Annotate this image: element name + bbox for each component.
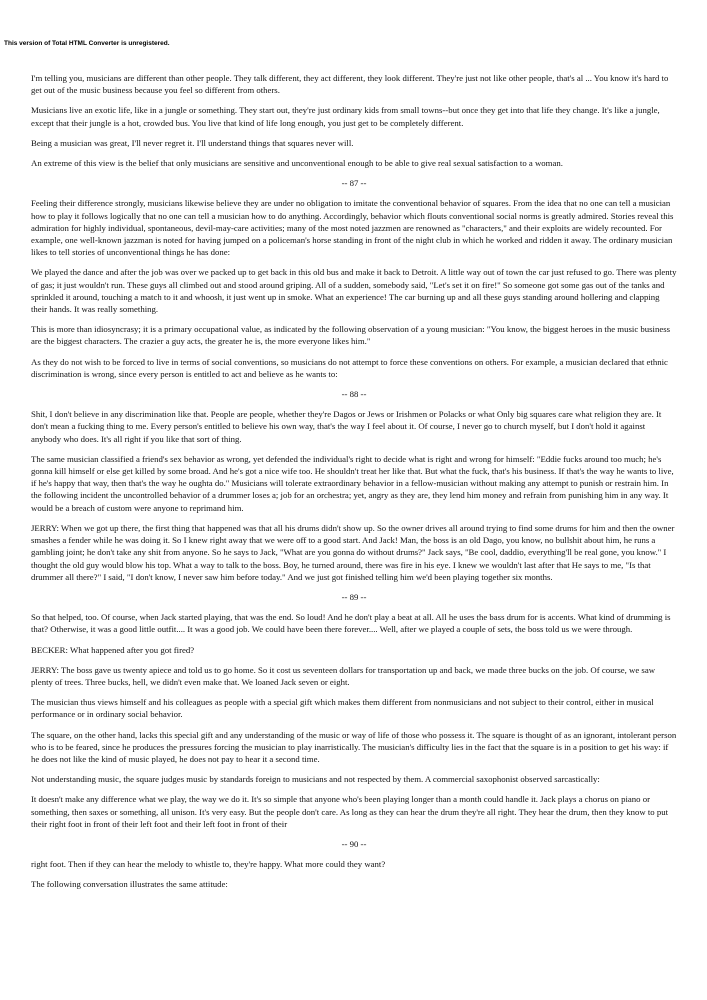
paragraph: Being a musician was great, I'll never regret it. I'll understand things that squares never will.	[31, 137, 354, 148]
paragraph: So that helped, too. Of course, when Jack started playing, that was the end. So loud! And he don't play a beat at all. All he uses the bass drum for is accents. What kind of drumming is that? Otherwise, it was a good little outfit.... It was a good job. We could have been there forever.... Well, after we played a couple of sets, the boss told us we were through.	[31, 612, 671, 635]
paragraph: JERRY: The boss gave us twenty apiece and told us to go home. So it cost us seventeen dollars for transportation up and back, we made three bucks on the job. Of course, we saw plenty of trees. Three bucks, hell, we didn't even make that. We loaned Jack seven or eight.	[31, 664, 656, 687]
paragraph: It doesn't make any difference what we play, the way we do it. It's so simple that anyone who's been playing longer than a month could handle it. Jack plays a chorus on piano or something, then saxes or something, all unison. It's very easy. But the people don't care. As long as they can hear the drum they're all right. They hear the drum, then they know to put their right foot in front of their left foot and their left foot in front of their	[31, 794, 669, 829]
paragraph: Musicians live an exotic life, like in a jungle or something. They start out, they're just ordinary kids from small towns--but once they get into that life they change. It's like a jungle, except that their jungle is a hot, crowded bus. You live that kind of life long enough, you just get to be completely different.	[31, 105, 660, 128]
paragraph: This is more than idiosyncrasy; it is a primary occupational value, as indicated by the following observation of a young musician: "You know, the biggest heroes in the music business are the biggest characters. The crazier a guy acts, the greater he is, the more everyone likes him."	[31, 324, 671, 347]
paragraph: I'm telling you, musicians are different than other people. They talk different, they act different, they look different. They're just not like other people, that's al ... You know it's hard to get out of the music business because you feel so different from others.	[31, 73, 669, 96]
paragraph: JERRY: When we got up there, the first thing that happened was that all his drums didn't show up. So the owner drives all around trying to find some drums for him and then the owner smashes a fender while he was doing it. So I knew right away that we were off to a good start. And Jack! Man, the boss is an old Dago, you know, no bullshit about him, he runs a gambling joint; he don't take any shit from anyone. So he says to Jack, "What are you gonna do without drums?" Jack says, "Be cool, daddio, everything'll be real gone, you know." I thought the old guy would blow his top. What a way to talk to the boss. Boy, he turned around, there was fire in his eye. I knew we wouldn't last after that He says to me, "Is that drummer all there?" I said, "I don't know, I never saw him before today." And we just got finished telling him we'd been playing together six months.	[31, 522, 675, 582]
paragraph: An extreme of this view is the belief that only musicians are sensitive and unconventional enough to be able to give real sexual satisfaction to a woman.	[31, 158, 563, 169]
page-number: -- 87 --	[341, 178, 367, 189]
page-number: -- 88 --	[341, 389, 367, 400]
paragraph: Not understanding music, the square judges music by standards foreign to musicians and not respected by them. A commercial saxophonist observed sarcastically:	[31, 774, 600, 785]
paragraph: right foot. Then if they can hear the melody to whistle to, they're happy. What more could they want?	[31, 859, 386, 870]
paragraph: BECKER: What happened after you got fired?	[31, 644, 195, 655]
paragraph: Feeling their difference strongly, musicians likewise believe they are under no obligation to imitate the conventional behavior of squares. From the idea that no one can tell a musician how to play it follows logically that no one can tell a musician how to do anything. Accordingly, behavior which flouts conventional social norms is greatly admired. Stories reveal this admiration for highly individual, spontaneous, devil-may-care activities; many of the most noted jazzmen are renowned as "characters," and their exploits are widely recounted. For example, one well-known jazzman is noted for having jumped on a policeman's horse standing in front of the night club in which he worked and ridden it away. The ordinary musician likes to tell stories of unconventional things he has done:	[31, 198, 674, 258]
paragraph: The square, on the other hand, lacks this special gift and any understanding of the music or way of life of those who possess it. The square is thought of as an ignorant, intolerant person who is to be feared, since he produces the pressures forcing the musician to play inarristically. The musician's difficulty lies in the fact that the square is in a position to get his way: if he does not like the kind of music played, he does not pay to hear it a second time.	[31, 729, 677, 764]
page-number: -- 89 --	[341, 591, 367, 602]
paragraph: Shit, I don't believe in any discrimination like that. People are people, whether they're Dagos or Jews or Irishmen or Polacks or what Only big squares care what religion they are. It don't mean a fucking thing to me. Every person's entitled to believe his own way, that's the way I feel about it. Of course, I never go to church myself, but I don't hold it against anybody who does. It's all right if you like that sort of thing.	[31, 409, 662, 444]
page-number: -- 90 --	[341, 838, 367, 849]
document-body	[31, 72, 677, 899]
unregistered-banner: This version of Total HTML Converter is unregistered.	[4, 40, 170, 47]
paragraph: The musician thus views himself and his colleagues as people with a special gift which makes them different from nonmusicians and not subject to their control, either in musical performance or in ordinary social behavior.	[31, 697, 654, 720]
paragraph: The following conversation illustrates the same attitude:	[31, 879, 228, 890]
paragraph: We played the dance and after the job was over we packed up to get back in this old bus and make it back to Detroit. A little way out of town the car just refused to go. There was plenty of gas; it just wouldn't run. These guys all climbed out and stood around griping. All of a sudden, somebody said, "Let's set it on fire!" So someone got some gas out of the tanks and sprinkled it around, touching a match to it and whoosh, it just went up in smoke. What an experience! The car burning up and all these guys standing around hollering and clapping their hands. It was really something.	[31, 267, 677, 315]
paragraph: The same musician classified a friend's sex behavior as wrong, yet defended the individual's right to decide what is right and wrong for himself: "Eddie fucks around too much; he's gonna kill himself or else get killed by some broad. And he's got a nice wife too. He shouldn't treat her like that. But what the fuck, that's his business. If that's the way he wants to live, if he's happy that way, then that's the way he oughta do." Musicians will tolerate extraordinary behavior in a fellow-musician without making any attempt to punish or restrain him. In the following incident the uncontrolled behavior of a drummer loses a; job for an orchestra; yet, angry as they are, they lend him money and refrain from punishing him in any way. It would be a breach of custom were anyone to reprimand him.	[31, 453, 674, 513]
paragraph: As they do not wish to be forced to live in terms of social conventions, so musicians do not attempt to force these conventions on others. For example, a musician declared that ethnic discrimination is wrong, since every person is entitled to act and believe as he wants to:	[31, 356, 668, 379]
